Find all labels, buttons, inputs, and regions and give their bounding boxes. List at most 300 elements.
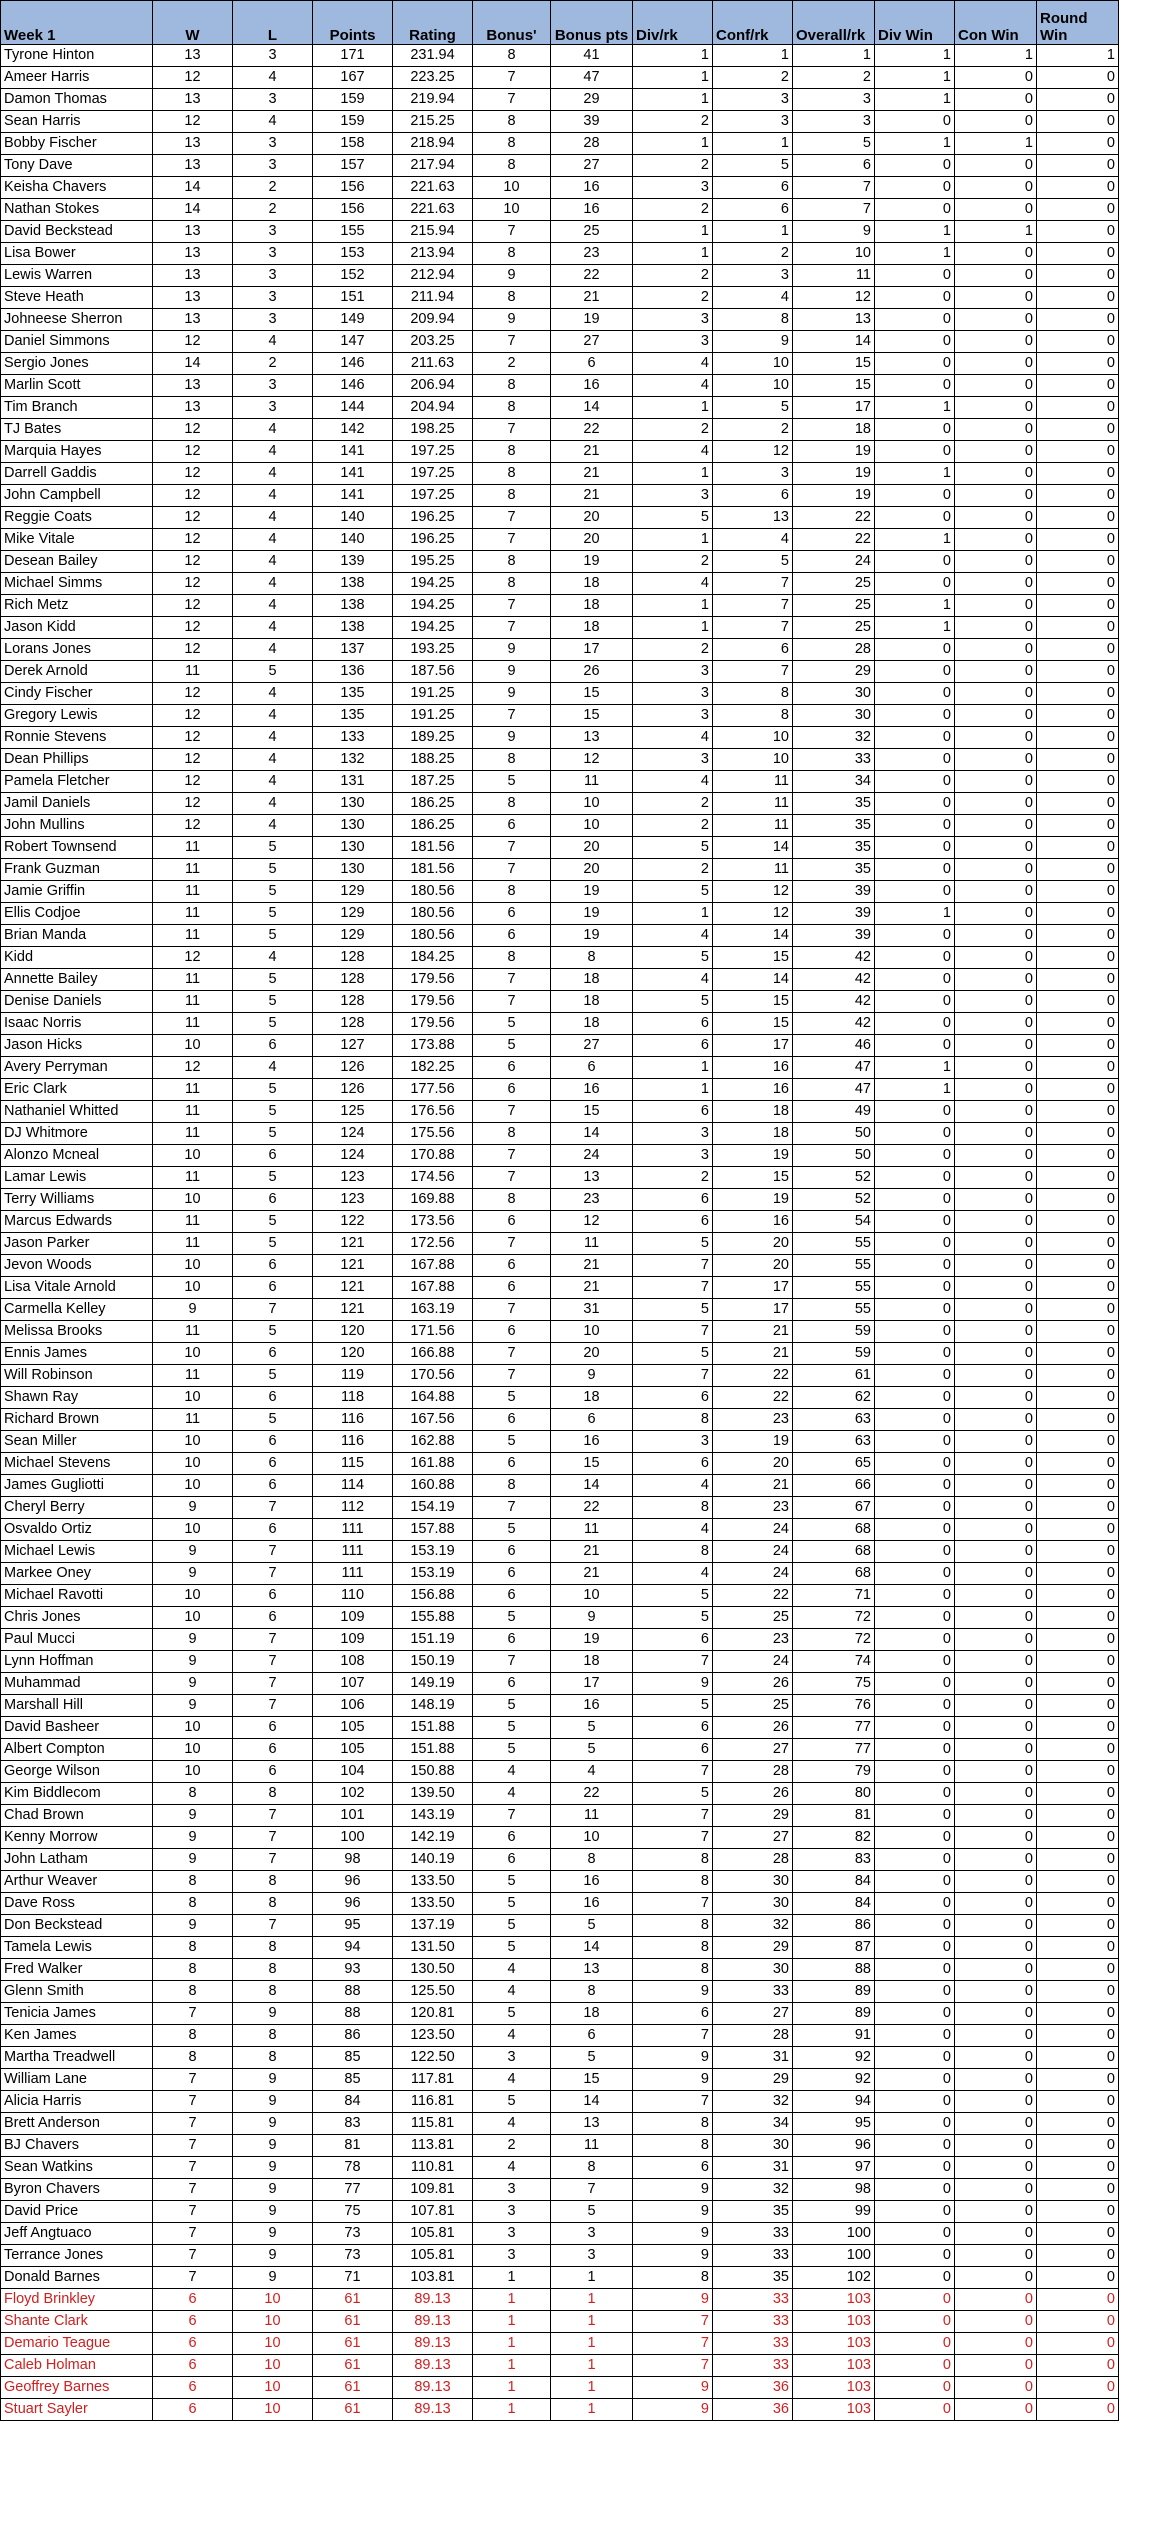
cell-overall-rank: 82 bbox=[793, 1827, 875, 1849]
table-row bbox=[1, 265, 1119, 287]
cell-points: 141 bbox=[313, 463, 393, 485]
cell-overall-rank: 3 bbox=[793, 89, 875, 111]
cell-bonus: 5 bbox=[473, 1013, 551, 1035]
table-row bbox=[1, 2223, 1119, 2245]
cell-player-name: Keisha Chavers bbox=[1, 177, 153, 199]
cell-wins: 12 bbox=[153, 419, 233, 441]
cell-div-rank: 1 bbox=[633, 1057, 713, 1079]
cell-div-win: 0 bbox=[875, 2355, 955, 2377]
table-row bbox=[1, 1761, 1119, 1783]
cell-round-win: 0 bbox=[1037, 1233, 1119, 1255]
cell-bonus-pts: 22 bbox=[551, 1497, 633, 1519]
cell-bonus: 8 bbox=[473, 1475, 551, 1497]
cell-conf-rank: 2 bbox=[713, 419, 793, 441]
cell-rating: 193.25 bbox=[393, 639, 473, 661]
cell-rating: 173.56 bbox=[393, 1211, 473, 1233]
cell-con-win: 0 bbox=[955, 1607, 1037, 1629]
cell-con-win: 0 bbox=[955, 1343, 1037, 1365]
cell-div-win: 0 bbox=[875, 2091, 955, 2113]
cell-bonus: 6 bbox=[473, 1321, 551, 1343]
cell-losses: 5 bbox=[233, 1409, 313, 1431]
cell-conf-rank: 26 bbox=[713, 1783, 793, 1805]
cell-losses: 2 bbox=[233, 353, 313, 375]
cell-rating: 197.25 bbox=[393, 441, 473, 463]
cell-overall-rank: 6 bbox=[793, 155, 875, 177]
cell-div-win: 0 bbox=[875, 1145, 955, 1167]
cell-losses: 9 bbox=[233, 2201, 313, 2223]
cell-round-win: 0 bbox=[1037, 551, 1119, 573]
cell-conf-rank: 32 bbox=[713, 2179, 793, 2201]
cell-round-win: 0 bbox=[1037, 309, 1119, 331]
cell-div-win: 0 bbox=[875, 1211, 955, 1233]
cell-points: 124 bbox=[313, 1145, 393, 1167]
cell-div-rank: 3 bbox=[633, 705, 713, 727]
cell-conf-rank: 27 bbox=[713, 1739, 793, 1761]
cell-bonus: 6 bbox=[473, 1585, 551, 1607]
table-row bbox=[1, 1475, 1119, 1497]
cell-conf-rank: 29 bbox=[713, 1937, 793, 1959]
cell-div-rank: 5 bbox=[633, 1695, 713, 1717]
cell-bonus-pts: 19 bbox=[551, 309, 633, 331]
cell-conf-rank: 15 bbox=[713, 991, 793, 1013]
cell-con-win: 0 bbox=[955, 969, 1037, 991]
cell-round-win: 0 bbox=[1037, 1651, 1119, 1673]
cell-player-name: Dean Phillips bbox=[1, 749, 153, 771]
cell-player-name: Damon Thomas bbox=[1, 89, 153, 111]
cell-losses: 3 bbox=[233, 375, 313, 397]
cell-bonus: 7 bbox=[473, 1167, 551, 1189]
table-row bbox=[1, 1585, 1119, 1607]
cell-con-win: 0 bbox=[955, 595, 1037, 617]
cell-overall-rank: 1 bbox=[793, 45, 875, 67]
cell-points: 139 bbox=[313, 551, 393, 573]
cell-bonus-pts: 3 bbox=[551, 2245, 633, 2267]
cell-losses: 5 bbox=[233, 1123, 313, 1145]
cell-bonus: 6 bbox=[473, 1255, 551, 1277]
cell-losses: 9 bbox=[233, 2223, 313, 2245]
cell-wins: 7 bbox=[153, 2113, 233, 2135]
cell-losses: 8 bbox=[233, 1959, 313, 1981]
cell-bonus: 4 bbox=[473, 2113, 551, 2135]
cell-rating: 164.88 bbox=[393, 1387, 473, 1409]
cell-div-rank: 7 bbox=[633, 2025, 713, 2047]
cell-wins: 6 bbox=[153, 2289, 233, 2311]
cell-div-win: 1 bbox=[875, 133, 955, 155]
column-header-points: Points bbox=[313, 1, 393, 45]
cell-div-win: 0 bbox=[875, 1453, 955, 1475]
cell-rating: 113.81 bbox=[393, 2135, 473, 2157]
cell-div-rank: 4 bbox=[633, 573, 713, 595]
cell-conf-rank: 12 bbox=[713, 881, 793, 903]
cell-overall-rank: 100 bbox=[793, 2245, 875, 2267]
cell-conf-rank: 14 bbox=[713, 837, 793, 859]
cell-bonus-pts: 22 bbox=[551, 419, 633, 441]
table-row bbox=[1, 1101, 1119, 1123]
cell-overall-rank: 13 bbox=[793, 309, 875, 331]
cell-conf-rank: 12 bbox=[713, 441, 793, 463]
cell-losses: 4 bbox=[233, 749, 313, 771]
cell-conf-rank: 22 bbox=[713, 1365, 793, 1387]
cell-bonus: 5 bbox=[473, 1893, 551, 1915]
cell-wins: 11 bbox=[153, 1211, 233, 1233]
cell-points: 111 bbox=[313, 1541, 393, 1563]
cell-conf-rank: 19 bbox=[713, 1431, 793, 1453]
cell-bonus: 4 bbox=[473, 1783, 551, 1805]
cell-losses: 7 bbox=[233, 1651, 313, 1673]
cell-overall-rank: 103 bbox=[793, 2333, 875, 2355]
cell-conf-rank: 22 bbox=[713, 1585, 793, 1607]
cell-player-name: Annette Bailey bbox=[1, 969, 153, 991]
cell-conf-rank: 12 bbox=[713, 903, 793, 925]
cell-points: 156 bbox=[313, 199, 393, 221]
cell-overall-rank: 89 bbox=[793, 2003, 875, 2025]
cell-wins: 13 bbox=[153, 89, 233, 111]
cell-points: 138 bbox=[313, 573, 393, 595]
cell-rating: 187.56 bbox=[393, 661, 473, 683]
cell-losses: 3 bbox=[233, 221, 313, 243]
table-row bbox=[1, 837, 1119, 859]
cell-conf-rank: 17 bbox=[713, 1035, 793, 1057]
cell-div-win: 0 bbox=[875, 287, 955, 309]
cell-conf-rank: 21 bbox=[713, 1475, 793, 1497]
cell-div-rank: 3 bbox=[633, 331, 713, 353]
cell-player-name: Tim Branch bbox=[1, 397, 153, 419]
table-row bbox=[1, 485, 1119, 507]
cell-div-win: 0 bbox=[875, 2003, 955, 2025]
cell-bonus: 7 bbox=[473, 419, 551, 441]
cell-conf-rank: 32 bbox=[713, 2091, 793, 2113]
cell-div-win: 0 bbox=[875, 441, 955, 463]
cell-rating: 148.19 bbox=[393, 1695, 473, 1717]
cell-con-win: 0 bbox=[955, 1035, 1037, 1057]
cell-div-win: 0 bbox=[875, 683, 955, 705]
cell-round-win: 0 bbox=[1037, 969, 1119, 991]
cell-con-win: 0 bbox=[955, 1233, 1037, 1255]
cell-con-win: 0 bbox=[955, 2157, 1037, 2179]
cell-points: 112 bbox=[313, 1497, 393, 1519]
cell-points: 120 bbox=[313, 1343, 393, 1365]
cell-overall-rank: 15 bbox=[793, 375, 875, 397]
cell-round-win: 0 bbox=[1037, 177, 1119, 199]
cell-div-rank: 4 bbox=[633, 771, 713, 793]
table-row bbox=[1, 199, 1119, 221]
cell-bonus: 7 bbox=[473, 969, 551, 991]
cell-con-win: 0 bbox=[955, 375, 1037, 397]
cell-wins: 12 bbox=[153, 705, 233, 727]
cell-div-win: 0 bbox=[875, 2113, 955, 2135]
cell-overall-rank: 103 bbox=[793, 2289, 875, 2311]
column-header-week: Week 1 bbox=[1, 1, 153, 45]
cell-rating: 196.25 bbox=[393, 507, 473, 529]
table-row bbox=[1, 1387, 1119, 1409]
cell-wins: 10 bbox=[153, 1145, 233, 1167]
cell-bonus: 6 bbox=[473, 1453, 551, 1475]
cell-losses: 6 bbox=[233, 1189, 313, 1211]
cell-points: 73 bbox=[313, 2223, 393, 2245]
cell-round-win: 0 bbox=[1037, 2201, 1119, 2223]
cell-bonus: 8 bbox=[473, 375, 551, 397]
cell-bonus-pts: 17 bbox=[551, 1673, 633, 1695]
cell-points: 129 bbox=[313, 925, 393, 947]
cell-bonus-pts: 29 bbox=[551, 89, 633, 111]
cell-bonus-pts: 18 bbox=[551, 969, 633, 991]
cell-overall-rank: 72 bbox=[793, 1607, 875, 1629]
cell-losses: 8 bbox=[233, 1981, 313, 2003]
cell-conf-rank: 15 bbox=[713, 1167, 793, 1189]
cell-div-win: 0 bbox=[875, 969, 955, 991]
cell-losses: 3 bbox=[233, 397, 313, 419]
cell-points: 106 bbox=[313, 1695, 393, 1717]
cell-round-win: 0 bbox=[1037, 1871, 1119, 1893]
cell-losses: 5 bbox=[233, 903, 313, 925]
cell-rating: 180.56 bbox=[393, 881, 473, 903]
table-row bbox=[1, 441, 1119, 463]
table-row bbox=[1, 1343, 1119, 1365]
cell-div-win: 0 bbox=[875, 2333, 955, 2355]
table-row bbox=[1, 1783, 1119, 1805]
cell-div-rank: 7 bbox=[633, 1365, 713, 1387]
cell-player-name: Lorans Jones bbox=[1, 639, 153, 661]
cell-losses: 5 bbox=[233, 1101, 313, 1123]
cell-player-name: Carmella Kelley bbox=[1, 1299, 153, 1321]
table-row bbox=[1, 617, 1119, 639]
cell-overall-rank: 19 bbox=[793, 441, 875, 463]
cell-div-win: 1 bbox=[875, 397, 955, 419]
cell-div-rank: 8 bbox=[633, 1937, 713, 1959]
cell-con-win: 0 bbox=[955, 1321, 1037, 1343]
cell-bonus-pts: 6 bbox=[551, 1057, 633, 1079]
cell-rating: 198.25 bbox=[393, 419, 473, 441]
cell-wins: 11 bbox=[153, 969, 233, 991]
table-row bbox=[1, 1893, 1119, 1915]
cell-wins: 6 bbox=[153, 2399, 233, 2421]
cell-wins: 11 bbox=[153, 1365, 233, 1387]
cell-div-win: 1 bbox=[875, 529, 955, 551]
cell-losses: 2 bbox=[233, 199, 313, 221]
cell-bonus-pts: 21 bbox=[551, 1541, 633, 1563]
cell-bonus-pts: 39 bbox=[551, 111, 633, 133]
cell-points: 120 bbox=[313, 1321, 393, 1343]
cell-round-win: 0 bbox=[1037, 1695, 1119, 1717]
cell-bonus-pts: 9 bbox=[551, 1365, 633, 1387]
cell-conf-rank: 31 bbox=[713, 2047, 793, 2069]
cell-div-rank: 7 bbox=[633, 1827, 713, 1849]
cell-player-name: Jamil Daniels bbox=[1, 793, 153, 815]
cell-points: 128 bbox=[313, 991, 393, 1013]
cell-bonus-pts: 15 bbox=[551, 1101, 633, 1123]
cell-points: 77 bbox=[313, 2179, 393, 2201]
cell-div-rank: 6 bbox=[633, 1629, 713, 1651]
cell-round-win: 0 bbox=[1037, 573, 1119, 595]
cell-rating: 151.88 bbox=[393, 1717, 473, 1739]
cell-overall-rank: 39 bbox=[793, 881, 875, 903]
cell-round-win: 0 bbox=[1037, 1079, 1119, 1101]
cell-player-name: Terrance Jones bbox=[1, 2245, 153, 2267]
cell-bonus: 1 bbox=[473, 2377, 551, 2399]
cell-conf-rank: 1 bbox=[713, 221, 793, 243]
cell-overall-rank: 7 bbox=[793, 199, 875, 221]
cell-con-win: 0 bbox=[955, 177, 1037, 199]
cell-wins: 10 bbox=[153, 1475, 233, 1497]
cell-bonus: 9 bbox=[473, 727, 551, 749]
cell-losses: 9 bbox=[233, 2267, 313, 2289]
cell-rating: 174.56 bbox=[393, 1167, 473, 1189]
cell-points: 151 bbox=[313, 287, 393, 309]
cell-rating: 166.88 bbox=[393, 1343, 473, 1365]
cell-bonus-pts: 19 bbox=[551, 881, 633, 903]
cell-conf-rank: 36 bbox=[713, 2377, 793, 2399]
cell-overall-rank: 103 bbox=[793, 2377, 875, 2399]
cell-overall-rank: 103 bbox=[793, 2355, 875, 2377]
table-row bbox=[1, 1233, 1119, 1255]
cell-bonus: 7 bbox=[473, 859, 551, 881]
cell-rating: 179.56 bbox=[393, 969, 473, 991]
cell-round-win: 0 bbox=[1037, 2091, 1119, 2113]
cell-points: 156 bbox=[313, 177, 393, 199]
cell-player-name: Shante Clark bbox=[1, 2311, 153, 2333]
cell-div-win: 0 bbox=[875, 573, 955, 595]
cell-rating: 110.81 bbox=[393, 2157, 473, 2179]
cell-div-rank: 2 bbox=[633, 815, 713, 837]
cell-losses: 3 bbox=[233, 89, 313, 111]
cell-con-win: 0 bbox=[955, 2377, 1037, 2399]
cell-bonus-pts: 26 bbox=[551, 661, 633, 683]
table-row bbox=[1, 463, 1119, 485]
cell-con-win: 0 bbox=[955, 1101, 1037, 1123]
cell-div-win: 0 bbox=[875, 331, 955, 353]
cell-overall-rank: 12 bbox=[793, 287, 875, 309]
cell-conf-rank: 33 bbox=[713, 2223, 793, 2245]
cell-conf-rank: 3 bbox=[713, 111, 793, 133]
cell-rating: 109.81 bbox=[393, 2179, 473, 2201]
cell-con-win: 0 bbox=[955, 1805, 1037, 1827]
cell-overall-rank: 87 bbox=[793, 1937, 875, 1959]
cell-bonus: 3 bbox=[473, 2047, 551, 2069]
cell-losses: 4 bbox=[233, 705, 313, 727]
cell-points: 153 bbox=[313, 243, 393, 265]
cell-bonus: 3 bbox=[473, 2245, 551, 2267]
cell-wins: 12 bbox=[153, 441, 233, 463]
cell-losses: 6 bbox=[233, 1145, 313, 1167]
cell-round-win: 0 bbox=[1037, 2069, 1119, 2091]
cell-wins: 11 bbox=[153, 1321, 233, 1343]
cell-points: 141 bbox=[313, 485, 393, 507]
cell-conf-rank: 23 bbox=[713, 1497, 793, 1519]
cell-con-win: 0 bbox=[955, 1013, 1037, 1035]
table-row bbox=[1, 1277, 1119, 1299]
cell-round-win: 0 bbox=[1037, 507, 1119, 529]
cell-div-rank: 2 bbox=[633, 265, 713, 287]
cell-con-win: 0 bbox=[955, 287, 1037, 309]
cell-div-rank: 3 bbox=[633, 661, 713, 683]
cell-losses: 10 bbox=[233, 2399, 313, 2421]
cell-round-win: 0 bbox=[1037, 727, 1119, 749]
cell-bonus-pts: 14 bbox=[551, 2091, 633, 2113]
cell-points: 137 bbox=[313, 639, 393, 661]
cell-player-name: Michael Stevens bbox=[1, 1453, 153, 1475]
cell-rating: 149.19 bbox=[393, 1673, 473, 1695]
cell-conf-rank: 3 bbox=[713, 463, 793, 485]
cell-bonus: 4 bbox=[473, 2157, 551, 2179]
cell-bonus-pts: 16 bbox=[551, 1871, 633, 1893]
cell-overall-rank: 54 bbox=[793, 1211, 875, 1233]
cell-overall-rank: 47 bbox=[793, 1057, 875, 1079]
cell-points: 118 bbox=[313, 1387, 393, 1409]
cell-bonus-pts: 20 bbox=[551, 837, 633, 859]
cell-div-win: 1 bbox=[875, 617, 955, 639]
cell-bonus: 9 bbox=[473, 683, 551, 705]
cell-div-win: 0 bbox=[875, 1607, 955, 1629]
cell-round-win: 0 bbox=[1037, 2157, 1119, 2179]
cell-bonus: 7 bbox=[473, 1299, 551, 1321]
cell-overall-rank: 52 bbox=[793, 1167, 875, 1189]
cell-bonus: 4 bbox=[473, 1761, 551, 1783]
cell-points: 122 bbox=[313, 1211, 393, 1233]
cell-overall-rank: 5 bbox=[793, 133, 875, 155]
cell-points: 115 bbox=[313, 1453, 393, 1475]
cell-rating: 157.88 bbox=[393, 1519, 473, 1541]
cell-bonus: 8 bbox=[473, 463, 551, 485]
cell-conf-rank: 11 bbox=[713, 815, 793, 837]
cell-overall-rank: 71 bbox=[793, 1585, 875, 1607]
cell-rating: 217.94 bbox=[393, 155, 473, 177]
cell-div-win: 0 bbox=[875, 1365, 955, 1387]
cell-overall-rank: 25 bbox=[793, 617, 875, 639]
cell-bonus-pts: 16 bbox=[551, 199, 633, 221]
cell-rating: 167.88 bbox=[393, 1255, 473, 1277]
cell-points: 121 bbox=[313, 1299, 393, 1321]
cell-div-win: 0 bbox=[875, 265, 955, 287]
cell-con-win: 0 bbox=[955, 1915, 1037, 1937]
cell-con-win: 0 bbox=[955, 705, 1037, 727]
cell-div-win: 0 bbox=[875, 727, 955, 749]
table-row bbox=[1, 287, 1119, 309]
cell-bonus-pts: 20 bbox=[551, 1343, 633, 1365]
cell-rating: 133.50 bbox=[393, 1871, 473, 1893]
cell-wins: 12 bbox=[153, 67, 233, 89]
cell-bonus: 7 bbox=[473, 221, 551, 243]
cell-player-name: Marcus Edwards bbox=[1, 1211, 153, 1233]
cell-conf-rank: 26 bbox=[713, 1717, 793, 1739]
cell-bonus-pts: 21 bbox=[551, 463, 633, 485]
cell-player-name: David Beckstead bbox=[1, 221, 153, 243]
cell-bonus-pts: 21 bbox=[551, 287, 633, 309]
cell-wins: 9 bbox=[153, 1541, 233, 1563]
cell-rating: 167.56 bbox=[393, 1409, 473, 1431]
cell-con-win: 0 bbox=[955, 463, 1037, 485]
cell-player-name: Terry Williams bbox=[1, 1189, 153, 1211]
cell-overall-rank: 29 bbox=[793, 661, 875, 683]
cell-div-rank: 1 bbox=[633, 903, 713, 925]
cell-div-win: 0 bbox=[875, 2179, 955, 2201]
cell-conf-rank: 33 bbox=[713, 1981, 793, 2003]
cell-losses: 5 bbox=[233, 661, 313, 683]
cell-wins: 8 bbox=[153, 1871, 233, 1893]
cell-losses: 6 bbox=[233, 1255, 313, 1277]
cell-div-win: 0 bbox=[875, 1541, 955, 1563]
cell-points: 159 bbox=[313, 111, 393, 133]
cell-bonus-pts: 14 bbox=[551, 1123, 633, 1145]
cell-points: 149 bbox=[313, 309, 393, 331]
cell-rating: 89.13 bbox=[393, 2399, 473, 2421]
table-row bbox=[1, 2135, 1119, 2157]
cell-points: 146 bbox=[313, 353, 393, 375]
cell-con-win: 0 bbox=[955, 243, 1037, 265]
cell-rating: 117.81 bbox=[393, 2069, 473, 2091]
cell-rating: 130.50 bbox=[393, 1959, 473, 1981]
cell-points: 155 bbox=[313, 221, 393, 243]
cell-bonus: 2 bbox=[473, 2135, 551, 2157]
